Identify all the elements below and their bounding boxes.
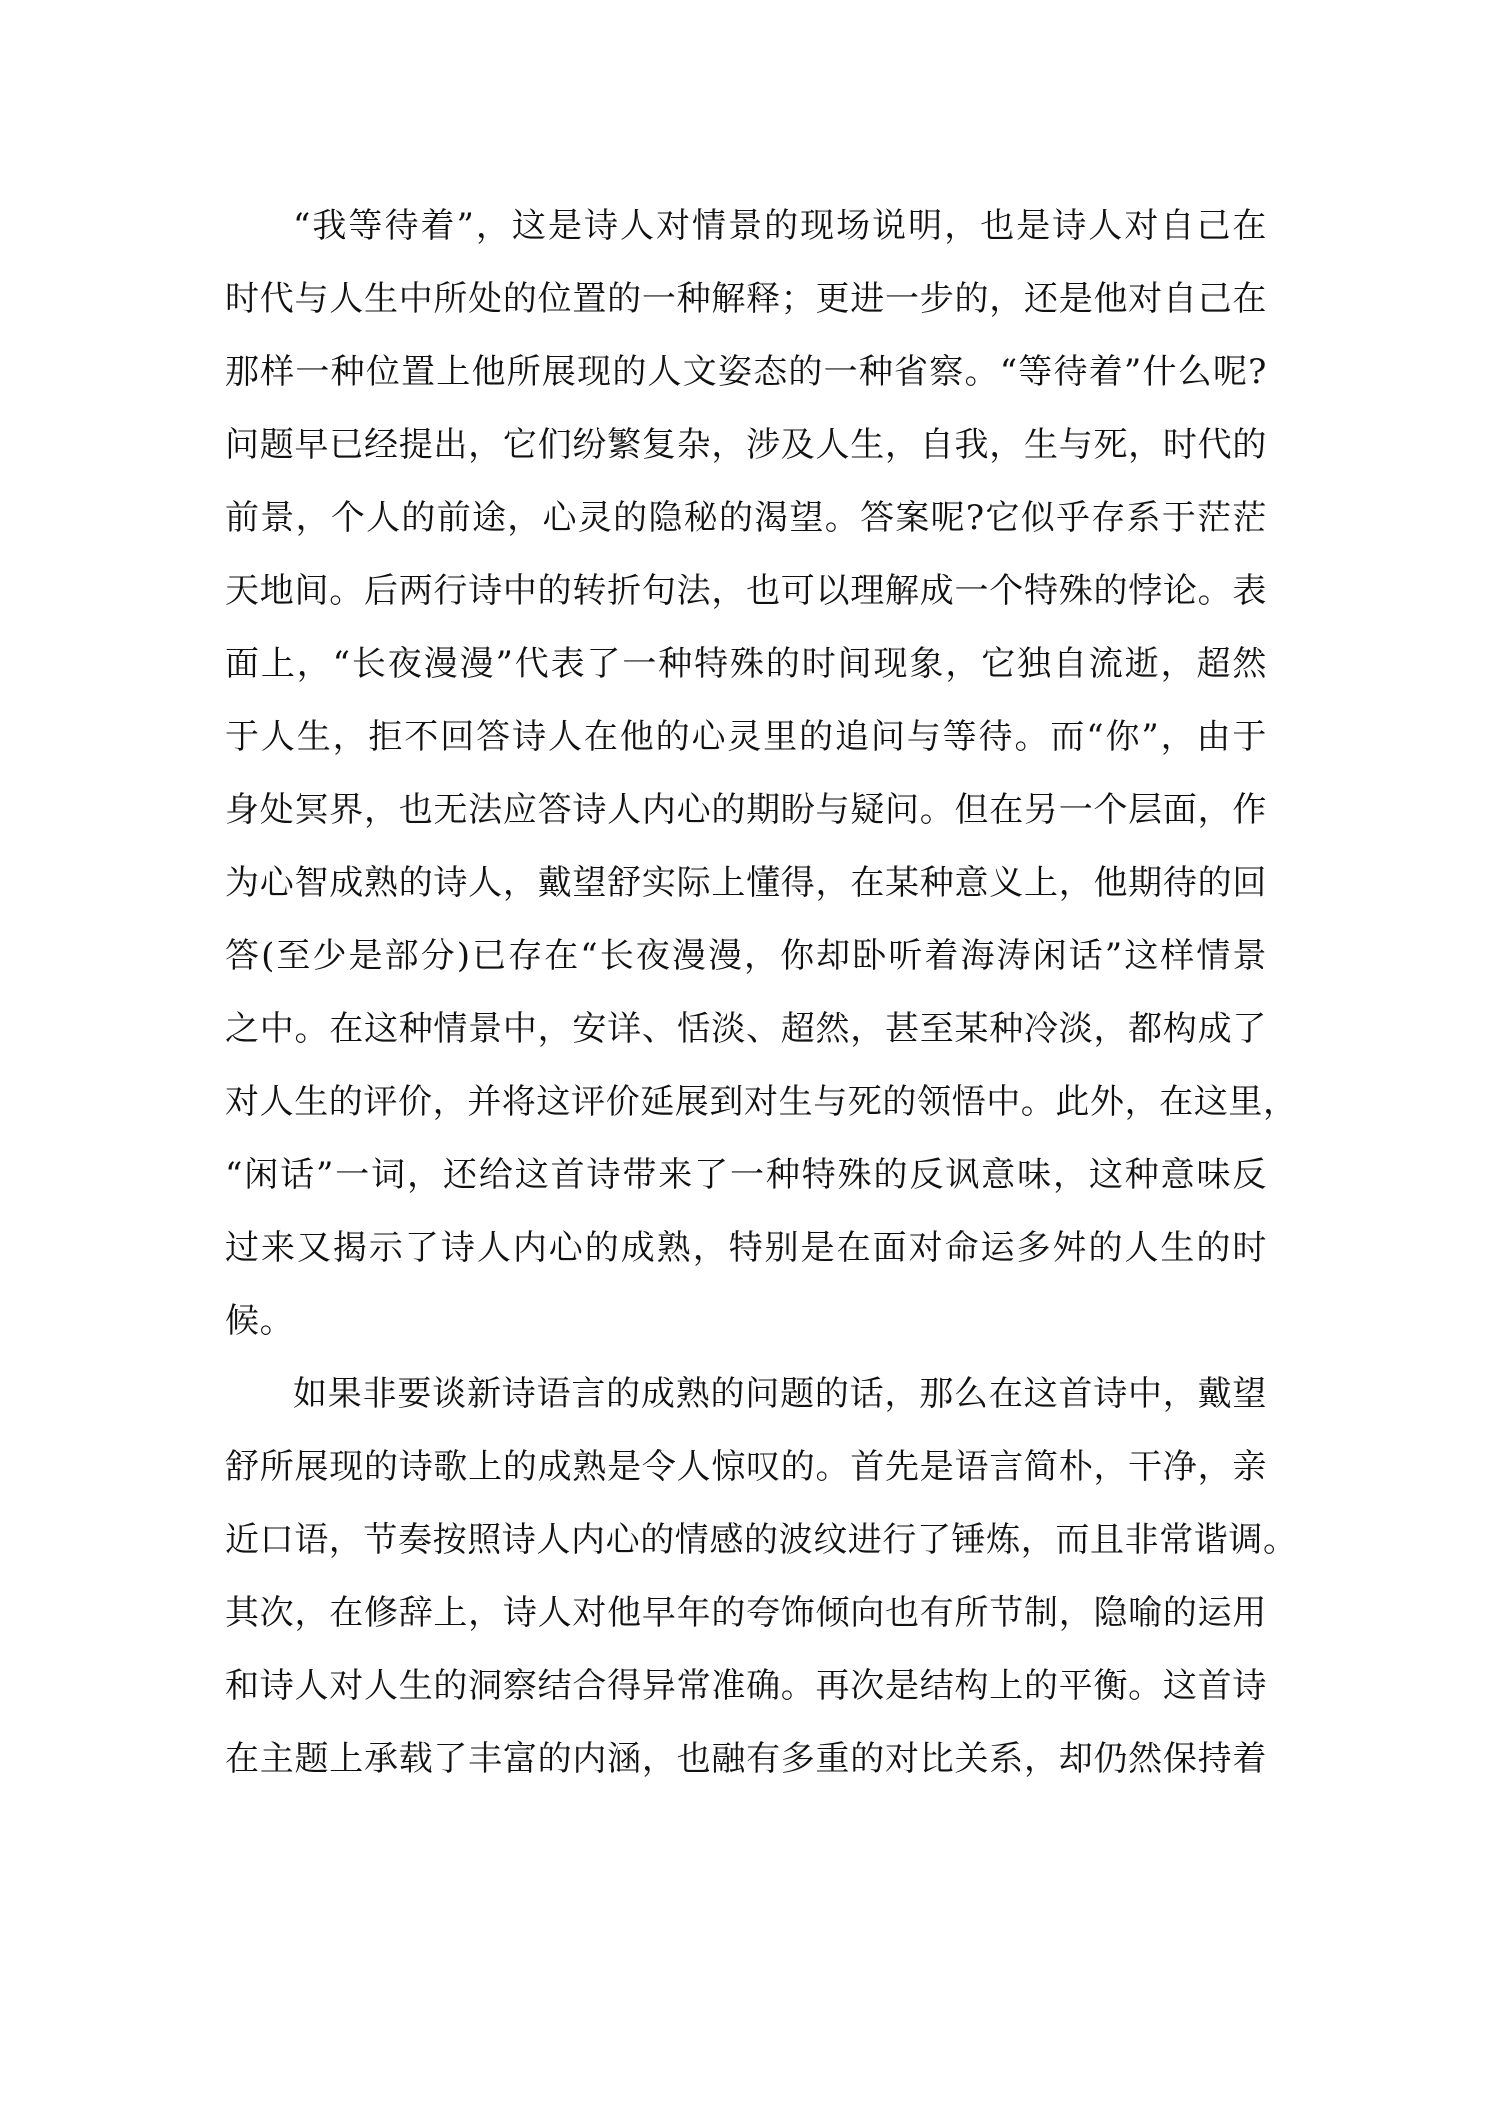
text-line: 如果非要谈新诗语言的成熟的问题的话，那么在这首诗中，戴望 <box>293 1374 1267 1414</box>
text-line: “闲话”一词，还给这首诗带来了一种特殊的反讽意味，这种意味反 <box>225 1155 1267 1195</box>
text-line: 对人生的评价，并将这评价延展到对生与死的领悟中。此外，在这里， <box>225 1082 1298 1122</box>
text-line: 那样一种位置上他所展现的人文姿态的一种省察。“等待着”什么呢? <box>225 352 1267 392</box>
text-line: 答(至少是部分)已存在“长夜漫漫，你却卧听着海涛闲话”这样情景 <box>225 936 1267 976</box>
paragraph <box>225 190 1298 1358</box>
text-line: 面上，“长夜漫漫”代表了一种特殊的时间现象，它独自流逝，超然 <box>225 644 1267 684</box>
text-line: 近口语，节奏按照诗人内心的情感的波纹进行了锤炼，而且非常谐调。 <box>225 1520 1298 1560</box>
text-line: 天地间。后两行诗中的转折句法，也可以理解成一个特殊的悖论。表 <box>225 571 1267 611</box>
text-line: 候。 <box>225 1301 295 1341</box>
text-line: 之中。在这种情景中，安详、恬淡、超然，甚至某种冷淡，都构成了 <box>225 1009 1267 1049</box>
text-line: 身处冥界，也无法应答诗人内心的期盼与疑问。但在另一个层面，作 <box>225 790 1267 830</box>
text-line: 于人生，拒不回答诗人在他的心灵里的追问与等待。而“你”，由于 <box>225 717 1267 757</box>
text-line: 时代与人生中所处的位置的一种解释；更进一步的，还是他对自己在 <box>225 279 1267 319</box>
text-line: 其次，在修辞上，诗人对他早年的夸饰倾向也有所节制，隐喻的运用 <box>225 1593 1267 1633</box>
text-line: 舒所展现的诗歌上的成熟是令人惊叹的。首先是语言简朴，干净，亲 <box>225 1447 1267 1487</box>
text-line: “我等待着”，这是诗人对情景的现场说明，也是诗人对自己在 <box>293 206 1267 246</box>
paragraph <box>225 1358 1298 1796</box>
text-line: 和诗人对人生的洞察结合得异常准确。再次是结构上的平衡。这首诗 <box>225 1666 1267 1706</box>
text-line: 问题早已经提出，它们纷繁复杂，涉及人生，自我，生与死，时代的 <box>225 425 1267 465</box>
text-line: 为心智成熟的诗人，戴望舒实际上懂得，在某种意义上，他期待的回 <box>225 863 1267 903</box>
text-line: 过来又揭示了诗人内心的成熟，特别是在面对命运多舛的人生的时 <box>225 1228 1267 1268</box>
text-line: 在主题上承载了丰富的内涵，也融有多重的对比关系，却仍然保持着 <box>225 1739 1267 1779</box>
text-line: 前景，个人的前途，心灵的隐秘的渴望。答案呢?它似乎存系于茫茫 <box>225 498 1267 538</box>
body-text <box>225 190 1298 1796</box>
